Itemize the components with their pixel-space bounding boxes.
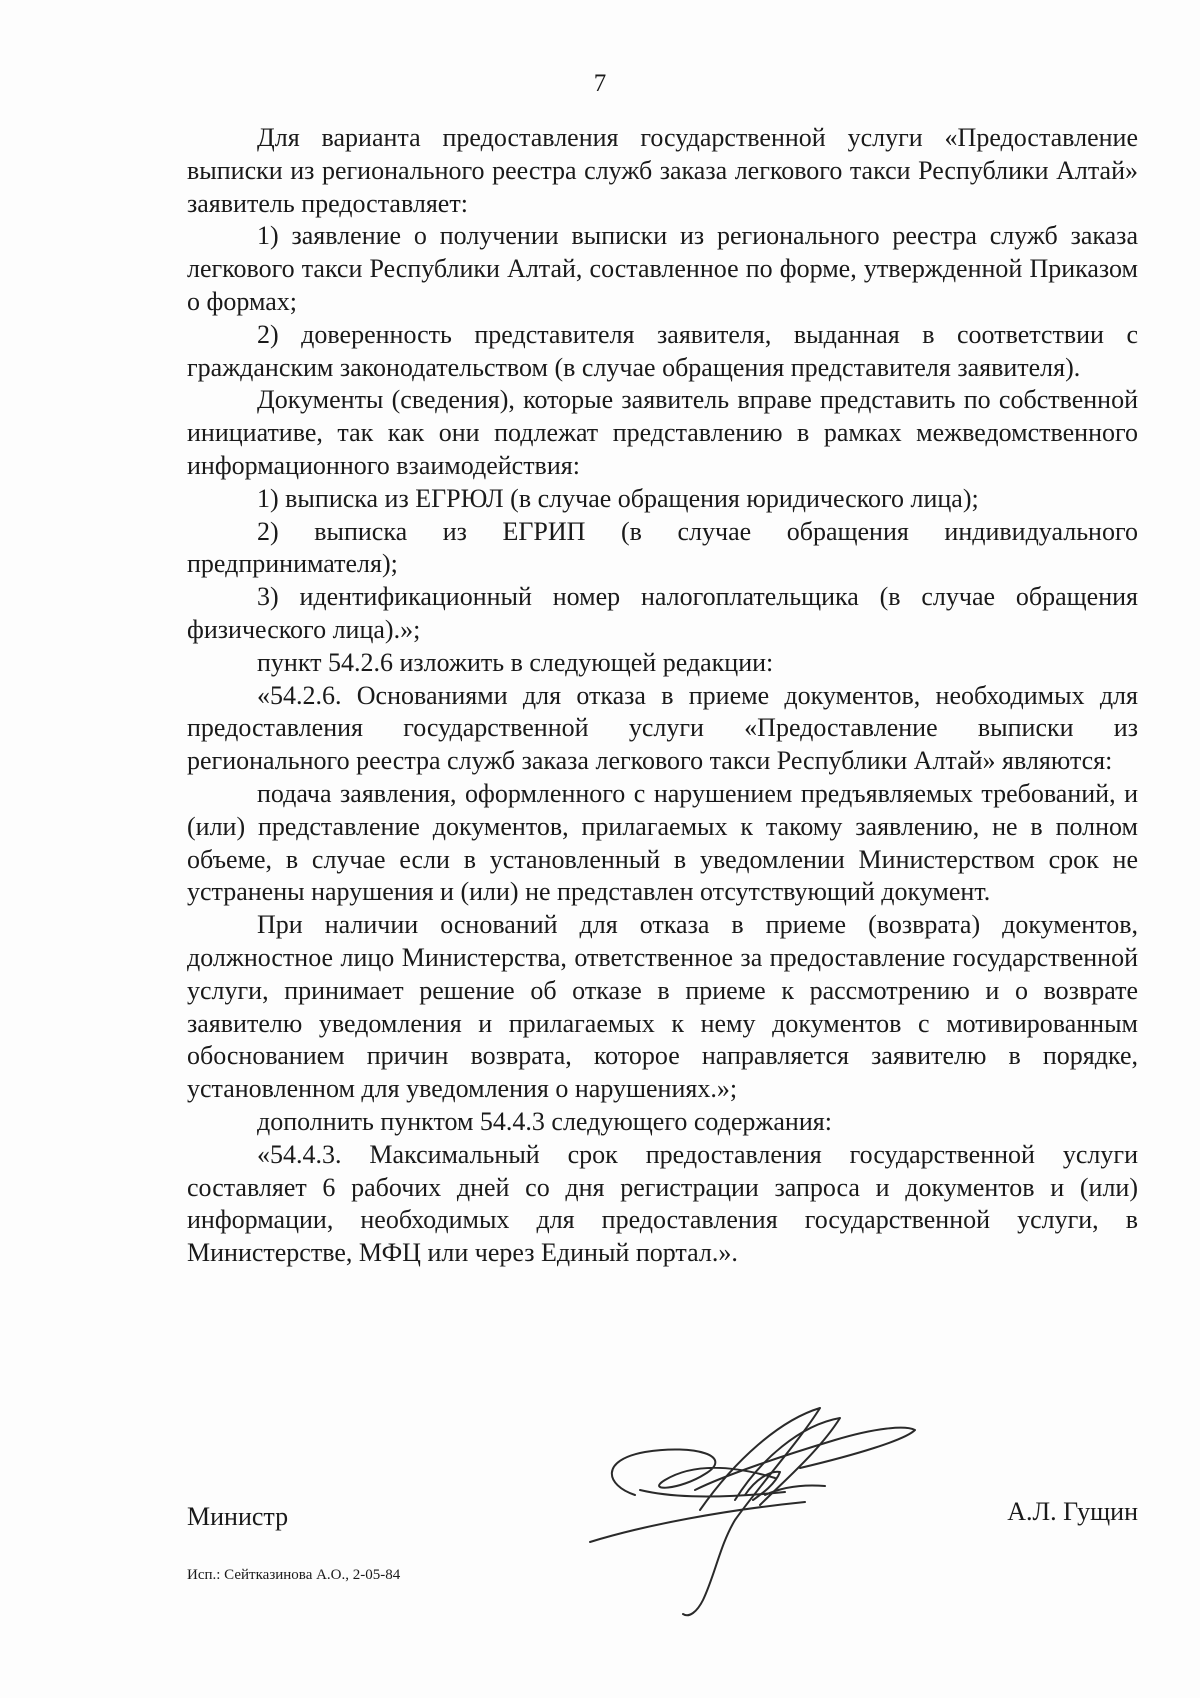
paragraph: 1) заявление о получении выписки из регионального реестра служб заказа легкового такси Республики Алтай, составленное по форме, утвержденной Приказом о формах;: [187, 221, 1138, 316]
paragraph: «54.2.6. Основаниями для отказа в приеме документов, необходимых для предоставления государственной услуги «Предоставление выписки из регионального реестра служб заказа легкового такси Республики Алтай» являются:: [187, 680, 1138, 776]
paragraph: 2) выписка из ЕГРИП (в случае обращения индивидуального предпринимателя);: [187, 516, 1138, 579]
document-body: [187, 122, 1138, 1270]
signatory-name: А.Л. Гущин: [1007, 1497, 1138, 1526]
executor-note: Исп.: Сейтказинова А.О., 2-05-84: [187, 1567, 401, 1583]
handwritten-signature-icon: [585, 1400, 925, 1625]
paragraph: При наличии оснований для отказа в приеме (возврата) документов, должностное лицо Министерства, ответственное за предоставление государственной услуги, принимает решение об отказе в приеме к рассмотрению и о возврате заявителю уведомления и прилагаемых к нему документов с мотивированным обоснованием причин возврата, которое направляется заявителю в порядке, установленном для уведомления о нарушениях.»;: [187, 910, 1138, 1104]
paragraph: пункт 54.2.6 изложить в следующей редакции:: [257, 647, 774, 677]
page-number: 7: [593, 70, 607, 97]
signatory-title: Министр: [187, 1502, 289, 1531]
paragraph: дополнить пунктом 54.4.3 следующего содержания:: [257, 1106, 832, 1136]
paragraph: 3) идентификационный номер налогоплательщика (в случае обращения физического лица).»;: [187, 582, 1138, 644]
paragraph: 1) выписка из ЕГРЮЛ (в случае обращения юридического лица);: [257, 483, 979, 513]
paragraph: подача заявления, оформленного с нарушением предъявляемых требований, и (или) представление документов, прилагаемых к такому заявлению, не в полном объеме, в случае если в установленный в уведомлении Министерством срок не устранены нарушения и (или) не представлен отсутствующий документ.: [187, 778, 1138, 907]
paragraph: 2) доверенность представителя заявителя, выданная в соответствии с гражданским законодательством (в случае обращения представителя заявителя).: [187, 319, 1138, 382]
paragraph: «54.4.3. Максимальный срок предоставления государственной услуги составляет 6 рабочих дней со дня регистрации запроса и документов и (или) информации, необходимых для предоставления государственной услуги, в Министерстве, МФЦ или через Единый портал.».: [187, 1139, 1138, 1268]
paragraph: Документы (сведения), которые заявитель вправе представить по собственной инициативе, так как они подлежат представлению в рамках межведомственного информационного взаимодействия:: [187, 385, 1138, 480]
paragraph: Для варианта предоставления государственной услуги «Предоставление выписки из регионального реестра служб заказа легкового такси Республики Алтай» заявитель предоставляет:: [187, 123, 1138, 218]
